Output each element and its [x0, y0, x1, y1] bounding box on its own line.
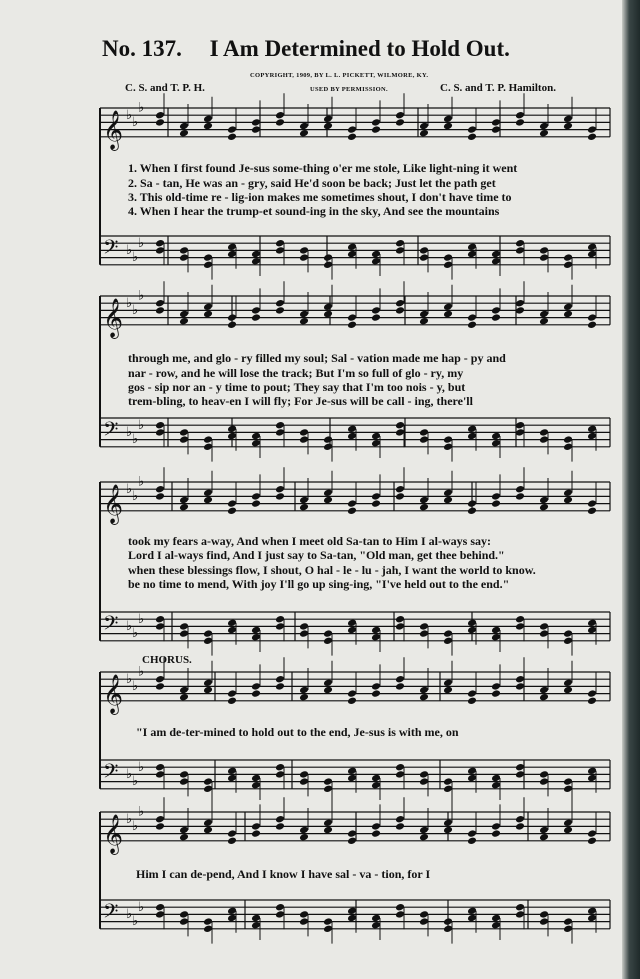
svg-text:♭: ♭ — [126, 619, 133, 634]
svg-text:♭: ♭ — [138, 417, 145, 433]
svg-text:𝄞: 𝄞 — [103, 673, 124, 714]
svg-text:♭: ♭ — [138, 474, 145, 490]
svg-text:𝄞: 𝄞 — [103, 109, 124, 150]
svg-text:♭: ♭ — [132, 250, 139, 266]
lyricist-credit: C. S. and T. P. H. — [125, 82, 205, 94]
svg-text:♭: ♭ — [138, 804, 145, 820]
verse-4-line-2: trem-bling, to heav-en I will fly; For Je-sus will be call - ing, there'll — [128, 394, 473, 408]
book-edge — [622, 0, 640, 979]
svg-text:♭: ♭ — [132, 774, 139, 790]
svg-text:𝄞: 𝄞 — [103, 813, 124, 854]
svg-text:♭: ♭ — [132, 679, 139, 694]
verse-1-line-1: 1. When I first found Je-sus some-thing o'er me stole, Like light-ning it went — [128, 161, 518, 175]
svg-text:♭: ♭ — [132, 115, 139, 130]
svg-text:♭: ♭ — [126, 671, 133, 687]
svg-text:♭: ♭ — [126, 243, 133, 258]
svg-text:♭: ♭ — [132, 432, 139, 448]
svg-text:♭: ♭ — [138, 235, 145, 251]
svg-text:♭: ♭ — [132, 819, 139, 834]
svg-text:♭: ♭ — [138, 899, 145, 915]
svg-text:𝄢: 𝄢 — [103, 611, 119, 640]
svg-text:♭: ♭ — [126, 767, 133, 782]
svg-text:𝄢: 𝄢 — [103, 417, 119, 446]
svg-text:♭: ♭ — [132, 303, 139, 318]
permission-notice: USED BY PERMISSION. — [310, 86, 388, 93]
verse-3-line-2: gos - sip nor an - y time to pout; They say that I'm too nois - y, but — [128, 380, 466, 394]
svg-text:♭: ♭ — [126, 907, 133, 922]
svg-text:♭: ♭ — [126, 295, 133, 311]
svg-text:♭: ♭ — [138, 759, 145, 775]
verse-3-line-1: 3. This old-time re - lig-ion makes me sometimes shout, I don't have time to — [128, 190, 512, 204]
verse-4-line-1: 4. When I hear the trump-et sound-ing in the sky, And see the mountains — [128, 204, 500, 218]
svg-text:♭: ♭ — [138, 288, 145, 304]
svg-text:𝄢: 𝄢 — [103, 759, 119, 788]
verse-2-line-1: 2. Sa - tan, He was an - gry, said He'd soon be back; Just let the path get — [128, 176, 496, 190]
chorus-label: CHORUS. — [142, 654, 192, 666]
svg-text:♭: ♭ — [132, 914, 139, 930]
svg-text:♭: ♭ — [132, 489, 139, 504]
hymn-number: No. 137. — [102, 36, 182, 61]
composer-credit: C. S. and T. P. Hamilton. — [440, 82, 556, 94]
chorus-line-1: "I am de-ter-mined to hold out to the end, Je-sus is with me, on — [136, 725, 459, 739]
svg-text:♭: ♭ — [126, 425, 133, 440]
chorus-line-2: Him I can de-pend, And I know I have sal - va - tion, for I — [136, 867, 431, 881]
verse-1-line-3: took my fears a-way, And when I meet old Sa-tan to Him I al-ways say: — [128, 534, 491, 548]
svg-text:𝄢: 𝄢 — [103, 899, 119, 928]
svg-text:♭: ♭ — [138, 664, 145, 680]
svg-text:♭: ♭ — [132, 626, 139, 642]
svg-text:♭: ♭ — [138, 100, 145, 116]
verse-2-line-3: Lord I al-ways find, And I just say to Sa-tan, "Old man, get thee behind." — [128, 548, 505, 562]
verse-1-line-2: through me, and glo - ry filled my soul; Sal - vation made me hap - py and — [128, 351, 506, 365]
verse-3-line-3: when these blessings flow, I shout, O hal - le - lu - jah, I want the world to know. — [128, 563, 536, 577]
svg-text:𝄞: 𝄞 — [103, 483, 124, 524]
svg-text:♭: ♭ — [126, 107, 133, 123]
svg-text:♭: ♭ — [126, 811, 133, 827]
svg-text:𝄢: 𝄢 — [103, 235, 119, 264]
svg-text:♭: ♭ — [126, 481, 133, 497]
svg-text:♭: ♭ — [138, 611, 145, 627]
hymn-name: I Am Determined to Hold Out. — [209, 36, 510, 61]
svg-text:𝄞: 𝄞 — [103, 297, 124, 338]
verse-4-line-3: be no time to mend, With joy I'll go up sing-ing, "I've held out to the end." — [128, 577, 510, 591]
copyright-notice: COPYRIGHT, 1909, BY L. L. PICKETT, WILMORE, KY. — [250, 72, 429, 79]
verse-2-line-2: nar - row, and he will lose the track; But I'm so full of glo - ry, my — [128, 366, 464, 380]
